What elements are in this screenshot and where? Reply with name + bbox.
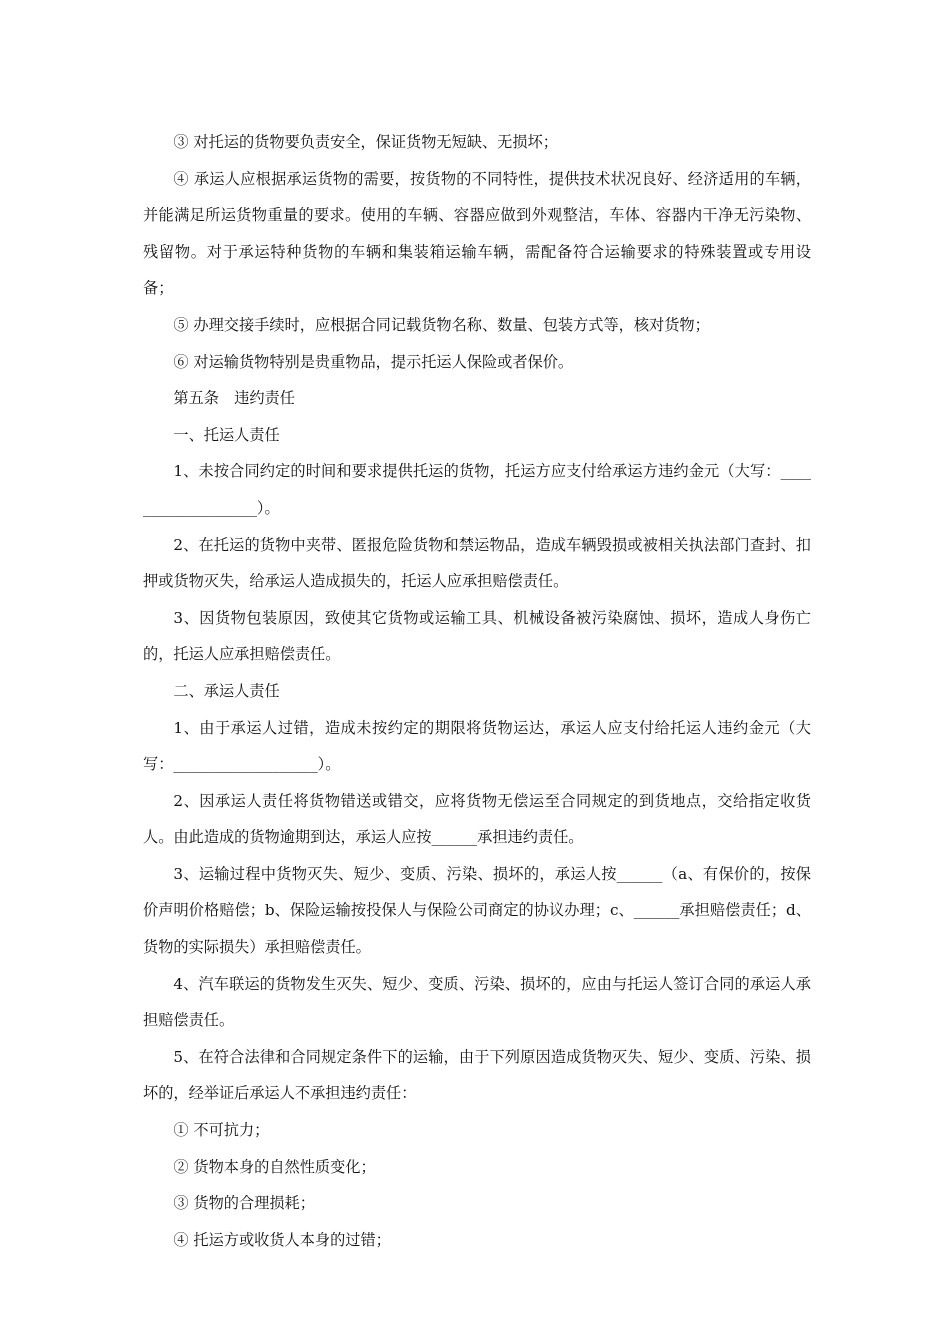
exemption-item-2: ② 货物本身的自然性质变化； [173,1157,376,1176]
clause-item-4: ④ 承运人应根据承运货物的需要，按货物的不同特性，提供技术状况良好、经济适用的车辆，并能满足所运货物重量的要求。使用的车辆、容器应做到外观整洁，车体、容器内干净无污染物、残留物。对于承运特种货物的车辆和集装箱运输车辆，需配备符合运输要求的特殊装置或专用设备； [143,169,811,298]
carrier-liability-5: 5、在符合法律和合同规定条件下的运输，由于下列原因造成货物灭失、短少、变质、污染、损坏的，经举证后承运人不承担违约责任： [143,1047,811,1103]
exemption-item-4: ④ 托运方或收货人本身的过错； [173,1230,391,1249]
shipper-liability-heading: 一、托运人责任 [173,425,280,444]
clause-item-5: ⑤ 办理交接手续时，应根据合同记载货物名称、数量、包装方式等，核对货物； [173,315,710,334]
shipper-liability-3: 3、因货物包装原因，致使其它货物或运输工具、机械设备被污染腐蚀、损坏，造成人身伤亡的，托运人应承担赔偿责任。 [143,608,811,664]
carrier-liability-1: 1、由于承运人过错，造成未按约定的期限将货物运达，承运人应支付给托运人违约金元（大写：___________________）。 [143,718,811,774]
carrier-liability-heading: 二、承运人责任 [173,681,280,700]
carrier-liability-4: 4、汽车联运的货物发生灭失、短少、变质、污染、损坏的，应由与托运人签订合同的承运人承担赔偿责任。 [143,974,811,1030]
exemption-item-3: ③ 货物的合理损耗； [173,1194,315,1213]
clause-item-3: ③ 对托运的货物要负责安全，保证货物无短缺、无损坏； [173,133,558,151]
document-body [143,124,811,1258]
exemption-item-1: ① 不可抗力； [173,1121,270,1140]
carrier-liability-2: 2、因承运人责任将货物错送或错交，应将货物无偿运至合同规定的到货地点，交给指定收货人。由此造成的货物逾期到达，承运人应按______承担违约责任。 [143,791,811,847]
article-5-heading: 第五条 违约责任 [173,389,295,408]
carrier-liability-3: 3、运输过程中货物灭失、短少、变质、污染、损坏的，承运人按______（a、有保价的，按保价声明价格赔偿；b、保险运输按投保人与保险公司商定的协议办理；c、______承担赔偿责任；d、货物的实际损失）承担赔偿责任。 [143,864,811,957]
clause-item-6: ⑥ 对运输货物特别是贵重物品，提示托运人保险或者保价。 [173,352,574,371]
shipper-liability-2: 2、在托运的货物中夹带、匿报危险货物和禁运物品，造成车辆毁损或被相关执法部门查封、扣押或货物灭失，给承运人造成损失的，托运人应承担赔偿责任。 [143,535,811,591]
shipper-liability-1: 1、未按合同约定的时间和要求提供托运的货物，托运方应支付给承运方违约金元（大写：___________________）。 [143,462,811,517]
